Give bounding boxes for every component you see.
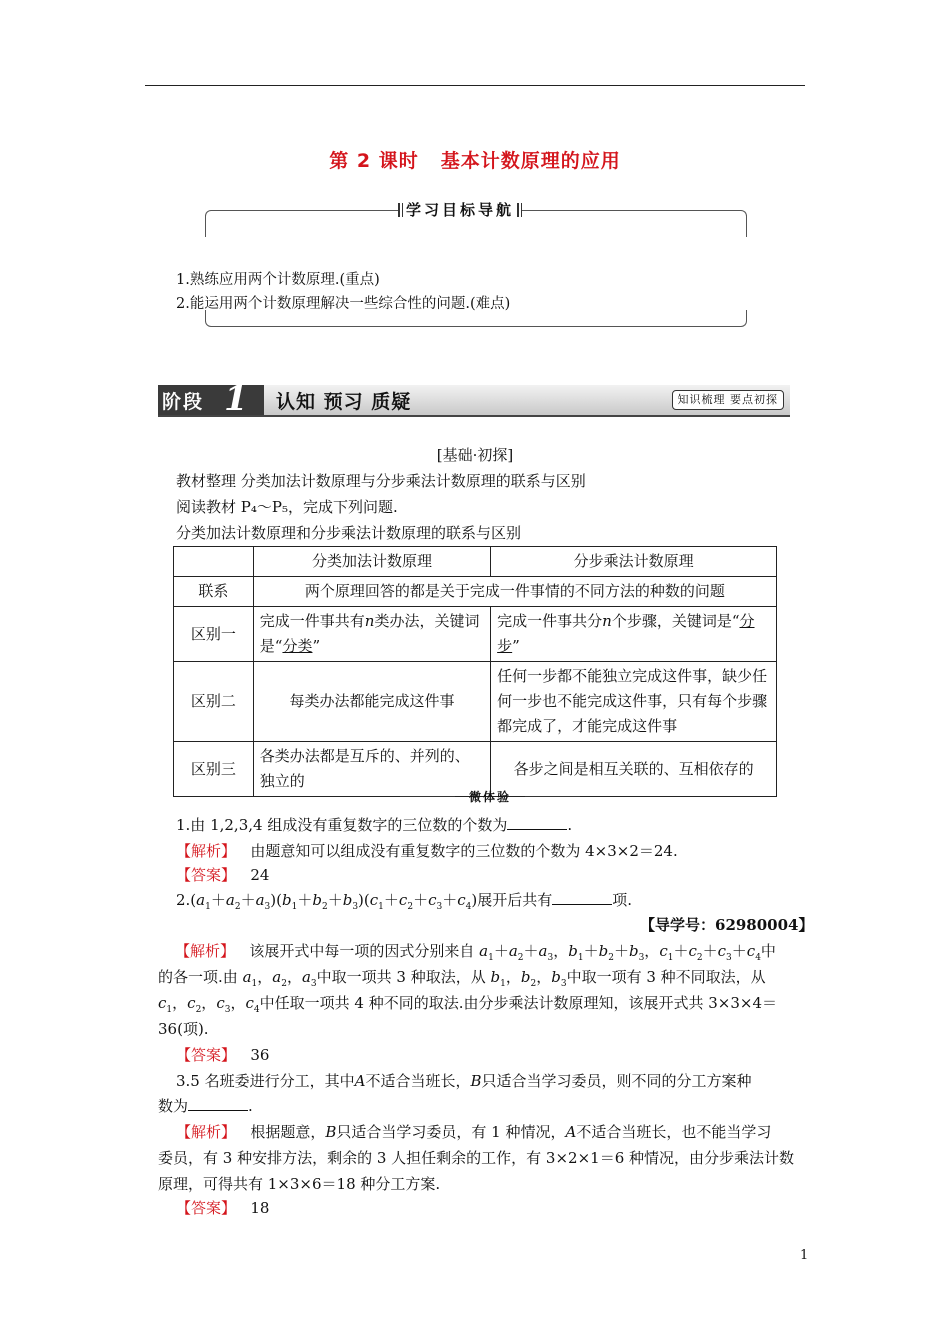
q3-question-line-2: 数为 . [158,1097,253,1115]
header-rule [145,85,805,86]
intro-line-3: 分类加法计数原理和分步乘法计数原理的联系与区别 [176,524,522,542]
row-cell-left: 完成一件事共有n类办法，关键词是“分类” [253,607,490,662]
page-number: 1 [800,1248,809,1263]
objectives-frame-bottom [205,310,747,327]
q3-analysis-line-3: 原理，可得共有 1×3×6＝18 种分工方案. [158,1175,441,1193]
stage-number: 1 [224,379,248,419]
table-row [174,607,777,662]
micro-practice-label: 微体验 [400,788,580,805]
q2-answer: 【答案】 36 [176,1046,270,1064]
section-tag: [基础·初探] [436,446,514,464]
q2-question: $2.(a_1+a_2+a_3)(b_1+b_2+b_3)(c_1+c_2+c_3+c_4)$展开后共有 项. [176,891,633,912]
table-row [174,662,777,742]
row-label: 区别一 [174,607,254,662]
intro-line-1: 教材整理 分类加法计数原理与分步乘法计数原理的联系与区别 [176,472,586,490]
stage-banner [158,379,790,419]
q3-analysis-line-2: 委员，有 3 种安排方法，剩余的 3 人担任剩余的工作，有 3×2×1＝6 种情况，由分步乘法计数 [158,1149,795,1167]
row-cell-right: 完成一件事共分n个步骤，关键词是“分步” [491,607,777,662]
table-header-row [174,547,777,577]
table-header-cell [174,547,254,577]
row-label: 区别三 [174,742,254,797]
table-header-cell: 分类加法计数原理 [253,547,490,577]
row-merged-cell: 两个原理回答的都是关于完成一件事情的不同方法的种数的问题 [253,577,776,607]
guide-number: 【导学号：62980004】 [640,916,814,934]
stage-heading: 认知 预习 质疑 [276,391,412,413]
intro-line-2: 阅读教材 P₄～P₅，完成下列问题. [176,498,398,516]
objective-item-2: 2.能运用两个计数原理解决一些综合性的问题.(难点) [176,296,511,312]
q3-question: 3.5 名班委进行分工，其中A不适合当班长，B只适合当学习委员，则不同的分工方案种 [176,1072,752,1090]
row-cell-right: 任何一步都不能独立完成这件事，缺少任何一步也不能完成这件事，只有每个步骤都完成了，才能完成这件事 [491,662,777,742]
q2-analysis-line-4: 36(项). [158,1020,209,1038]
q3-answer: 【答案】 18 [176,1199,270,1217]
q1-answer: 【答案】 24 [176,866,270,884]
objectives-label: 学习目标导航 [398,199,522,220]
q2-analysis: 【解析】 该展开式中每一项的因式分别来自 $a_1+a_2+a_3$，$b_1+b_2+b_3$，$c_1+c_2+c_3+c_4$中 [175,942,776,963]
objective-item-1: 1.熟练应用两个计数原理.(重点) [176,272,380,288]
q3-analysis: 【解析】 根据题意，B只适合当学习委员，有 1 种情况，A不适合当班长，也不能当学习 [176,1123,772,1141]
q2-analysis-line-3: $c_1$，$c_2$，$c_3$，$c_4$中任取一项共 4 种不同的取法.由分步乘法计数原理知，该展开式共 3×3×4＝ [158,994,777,1015]
comparison-table [173,546,777,797]
table-header-cell: 分步乘法计数原理 [491,547,777,577]
row-cell-right: 各步之间是相互关联的、互相依存的 [491,742,777,797]
table-row [174,577,777,607]
q2-analysis-line-2: 的各一项.由 $a_1$，$a_2$，$a_3$中取一项共 3 种取法，从 $b_1$，$b_2$，$b_3$中取一项有 3 种不同取法，从 [158,968,766,989]
stage-badge: 知识梳理 要点初探 [672,390,785,410]
stage-prefix: 阶段 [162,391,205,413]
row-label: 区别二 [174,662,254,742]
q1-analysis: 【解析】 由题意知可以组成没有重复数字的三位数的个数为 4×3×2＝24. [176,842,678,860]
row-cell-left: 各类办法都是互斥的、并列的、独立的 [253,742,490,797]
row-label: 联系 [174,577,254,607]
q1-question: 1.由 1,2,3,4 组成没有重复数字的三位数的个数为 . [176,816,573,834]
row-cell-left: 每类办法都能完成这件事 [253,662,490,742]
page-title: 第 2 课时 基本计数原理的应用 [329,150,621,172]
